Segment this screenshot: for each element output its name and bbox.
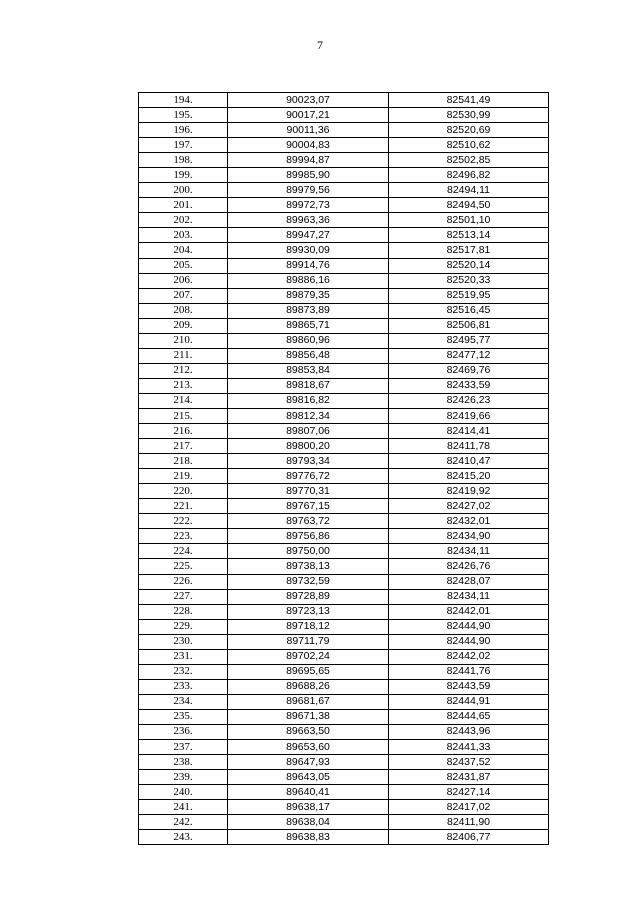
table-row [139,363,549,378]
x-coordinate-cell: 89763,72 [228,514,389,529]
x-coordinate-cell: 89638,83 [228,830,389,845]
table-row [139,785,549,800]
y-coordinate-cell: 82444,65 [389,709,549,724]
y-coordinate-cell: 82469,76 [389,363,549,378]
x-coordinate-cell: 89853,84 [228,363,389,378]
table-row [139,469,549,484]
y-coordinate-cell: 82434,11 [389,589,549,604]
table-row [139,634,549,649]
table-row [139,830,549,845]
y-coordinate-cell: 82520,33 [389,273,549,288]
y-coordinate-cell: 82444,90 [389,634,549,649]
table-row [139,800,549,815]
y-coordinate-cell: 82496,82 [389,168,549,183]
point-number-cell: 238. [139,755,228,770]
x-coordinate-cell: 89807,06 [228,424,389,439]
table-row [139,288,549,303]
y-coordinate-cell: 82477,12 [389,348,549,363]
table-row [139,108,549,123]
y-coordinate-cell: 82434,11 [389,544,549,559]
x-coordinate-cell: 90011,36 [228,123,389,138]
point-number-cell: 231. [139,649,228,664]
point-number-cell: 211. [139,348,228,363]
y-coordinate-cell: 82441,33 [389,740,549,755]
table-row [139,168,549,183]
y-coordinate-cell: 82442,01 [389,604,549,619]
x-coordinate-cell: 89947,27 [228,228,389,243]
x-coordinate-cell: 89647,93 [228,755,389,770]
y-coordinate-cell: 82415,20 [389,469,549,484]
table-row [139,770,549,785]
x-coordinate-cell: 90004,83 [228,138,389,153]
y-coordinate-cell: 82444,91 [389,694,549,709]
x-coordinate-cell: 89818,67 [228,378,389,393]
point-number-cell: 213. [139,378,228,393]
point-number-cell: 223. [139,529,228,544]
y-coordinate-cell: 82411,90 [389,815,549,830]
y-coordinate-cell: 82520,69 [389,123,549,138]
y-coordinate-cell: 82417,02 [389,800,549,815]
point-number-cell: 217. [139,439,228,454]
point-number-cell: 222. [139,514,228,529]
point-number-cell: 206. [139,273,228,288]
table-row [139,709,549,724]
y-coordinate-cell: 82411,78 [389,439,549,454]
point-number-cell: 200. [139,183,228,198]
table-row [139,138,549,153]
y-coordinate-cell: 82494,11 [389,183,549,198]
y-coordinate-cell: 82427,14 [389,785,549,800]
x-coordinate-cell: 89688,26 [228,679,389,694]
point-number-cell: 208. [139,303,228,318]
table-row [139,514,549,529]
point-number-cell: 214. [139,393,228,408]
point-number-cell: 195. [139,108,228,123]
y-coordinate-cell: 82428,07 [389,574,549,589]
x-coordinate-cell: 89865,71 [228,318,389,333]
table-row [139,559,549,574]
point-number-cell: 232. [139,664,228,679]
x-coordinate-cell: 89800,20 [228,439,389,454]
point-number-cell: 243. [139,830,228,845]
point-number-cell: 224. [139,544,228,559]
y-coordinate-cell: 82510,62 [389,138,549,153]
y-coordinate-cell: 82502,85 [389,153,549,168]
table-row [139,649,549,664]
point-number-cell: 194. [139,93,228,108]
point-number-cell: 201. [139,198,228,213]
point-number-cell: 207. [139,288,228,303]
point-number-cell: 233. [139,679,228,694]
table-row [139,198,549,213]
x-coordinate-cell: 89750,00 [228,544,389,559]
x-coordinate-cell: 89879,35 [228,288,389,303]
x-coordinate-cell: 89979,56 [228,183,389,198]
point-number-cell: 225. [139,559,228,574]
table-row [139,574,549,589]
x-coordinate-cell: 89770,31 [228,484,389,499]
y-coordinate-cell: 82437,52 [389,755,549,770]
table-row [139,123,549,138]
x-coordinate-cell: 89728,89 [228,589,389,604]
point-number-cell: 240. [139,785,228,800]
x-coordinate-cell: 89994,87 [228,153,389,168]
point-number-cell: 218. [139,454,228,469]
table-row [139,348,549,363]
y-coordinate-cell: 82517,81 [389,243,549,258]
x-coordinate-cell: 89711,79 [228,634,389,649]
table-row [139,815,549,830]
y-coordinate-cell: 82443,96 [389,724,549,739]
table-row [139,694,549,709]
x-coordinate-cell: 90017,21 [228,108,389,123]
point-number-cell: 209. [139,318,228,333]
y-coordinate-cell: 82530,99 [389,108,549,123]
coordinates-table [138,92,549,845]
x-coordinate-cell: 89738,13 [228,559,389,574]
y-coordinate-cell: 82431,87 [389,770,549,785]
table-row [139,243,549,258]
x-coordinate-cell: 89930,09 [228,243,389,258]
point-number-cell: 228. [139,604,228,619]
y-coordinate-cell: 82506,81 [389,318,549,333]
y-coordinate-cell: 82443,59 [389,679,549,694]
table-row [139,619,549,634]
point-number-cell: 212. [139,363,228,378]
point-number-cell: 229. [139,619,228,634]
x-coordinate-cell: 89756,86 [228,529,389,544]
point-number-cell: 196. [139,123,228,138]
y-coordinate-cell: 82441,76 [389,664,549,679]
table-row [139,755,549,770]
point-number-cell: 205. [139,258,228,273]
x-coordinate-cell: 89873,89 [228,303,389,318]
x-coordinate-cell: 89640,41 [228,785,389,800]
table-row [139,303,549,318]
table-row [139,393,549,408]
point-number-cell: 198. [139,153,228,168]
y-coordinate-cell: 82426,23 [389,393,549,408]
point-number-cell: 215. [139,408,228,423]
table-row [139,424,549,439]
y-coordinate-cell: 82495,77 [389,333,549,348]
x-coordinate-cell: 89886,16 [228,273,389,288]
point-number-cell: 202. [139,213,228,228]
x-coordinate-cell: 89963,36 [228,213,389,228]
table-row [139,454,549,469]
y-coordinate-cell: 82494,50 [389,198,549,213]
point-number-cell: 210. [139,333,228,348]
table-row [139,439,549,454]
y-coordinate-cell: 82434,90 [389,529,549,544]
y-coordinate-cell: 82432,01 [389,514,549,529]
y-coordinate-cell: 82427,02 [389,499,549,514]
table-row [139,228,549,243]
point-number-cell: 226. [139,574,228,589]
point-number-cell: 241. [139,800,228,815]
y-coordinate-cell: 82519,95 [389,288,549,303]
page-number: 7 [317,38,323,52]
y-coordinate-cell: 82419,92 [389,484,549,499]
y-coordinate-cell: 82414,41 [389,424,549,439]
x-coordinate-cell: 89723,13 [228,604,389,619]
x-coordinate-cell: 90023,07 [228,93,389,108]
point-number-cell: 199. [139,168,228,183]
point-number-cell: 219. [139,469,228,484]
table-row [139,589,549,604]
x-coordinate-cell: 89860,96 [228,333,389,348]
x-coordinate-cell: 89638,17 [228,800,389,815]
table-row [139,153,549,168]
table-row [139,529,549,544]
y-coordinate-cell: 82513,14 [389,228,549,243]
x-coordinate-cell: 89671,38 [228,709,389,724]
point-number-cell: 230. [139,634,228,649]
x-coordinate-cell: 89718,12 [228,619,389,634]
point-number-cell: 221. [139,499,228,514]
table-row [139,333,549,348]
x-coordinate-cell: 89767,15 [228,499,389,514]
table-row [139,93,549,108]
x-coordinate-cell: 89663,50 [228,724,389,739]
point-number-cell: 216. [139,424,228,439]
y-coordinate-cell: 82426,76 [389,559,549,574]
point-number-cell: 235. [139,709,228,724]
x-coordinate-cell: 89812,34 [228,408,389,423]
y-coordinate-cell: 82433,59 [389,378,549,393]
x-coordinate-cell: 89653,60 [228,740,389,755]
x-coordinate-cell: 89681,67 [228,694,389,709]
table-row [139,499,549,514]
x-coordinate-cell: 89816,82 [228,393,389,408]
coordinates-table-body [139,93,549,845]
y-coordinate-cell: 82501,10 [389,213,549,228]
x-coordinate-cell: 89732,59 [228,574,389,589]
y-coordinate-cell: 82444,90 [389,619,549,634]
table-row [139,318,549,333]
table-row [139,740,549,755]
point-number-cell: 242. [139,815,228,830]
y-coordinate-cell: 82541,49 [389,93,549,108]
x-coordinate-cell: 89793,34 [228,454,389,469]
table-row [139,664,549,679]
table-row [139,273,549,288]
x-coordinate-cell: 89856,48 [228,348,389,363]
table-row [139,378,549,393]
y-coordinate-cell: 82520,14 [389,258,549,273]
x-coordinate-cell: 89695,65 [228,664,389,679]
x-coordinate-cell: 89638,04 [228,815,389,830]
x-coordinate-cell: 89985,90 [228,168,389,183]
point-number-cell: 236. [139,724,228,739]
table-row [139,183,549,198]
table-row [139,679,549,694]
y-coordinate-cell: 82442,02 [389,649,549,664]
table-row [139,408,549,423]
x-coordinate-cell: 89776,72 [228,469,389,484]
point-number-cell: 234. [139,694,228,709]
point-number-cell: 237. [139,740,228,755]
point-number-cell: 227. [139,589,228,604]
table-row [139,544,549,559]
y-coordinate-cell: 82406,77 [389,830,549,845]
table-row [139,258,549,273]
point-number-cell: 239. [139,770,228,785]
point-number-cell: 204. [139,243,228,258]
x-coordinate-cell: 89914,76 [228,258,389,273]
x-coordinate-cell: 89643,05 [228,770,389,785]
point-number-cell: 203. [139,228,228,243]
y-coordinate-cell: 82516,45 [389,303,549,318]
table-row [139,604,549,619]
table-row [139,484,549,499]
x-coordinate-cell: 89972,73 [228,198,389,213]
y-coordinate-cell: 82419,66 [389,408,549,423]
table-row [139,213,549,228]
table-row [139,724,549,739]
point-number-cell: 197. [139,138,228,153]
x-coordinate-cell: 89702,24 [228,649,389,664]
y-coordinate-cell: 82410,47 [389,454,549,469]
point-number-cell: 220. [139,484,228,499]
